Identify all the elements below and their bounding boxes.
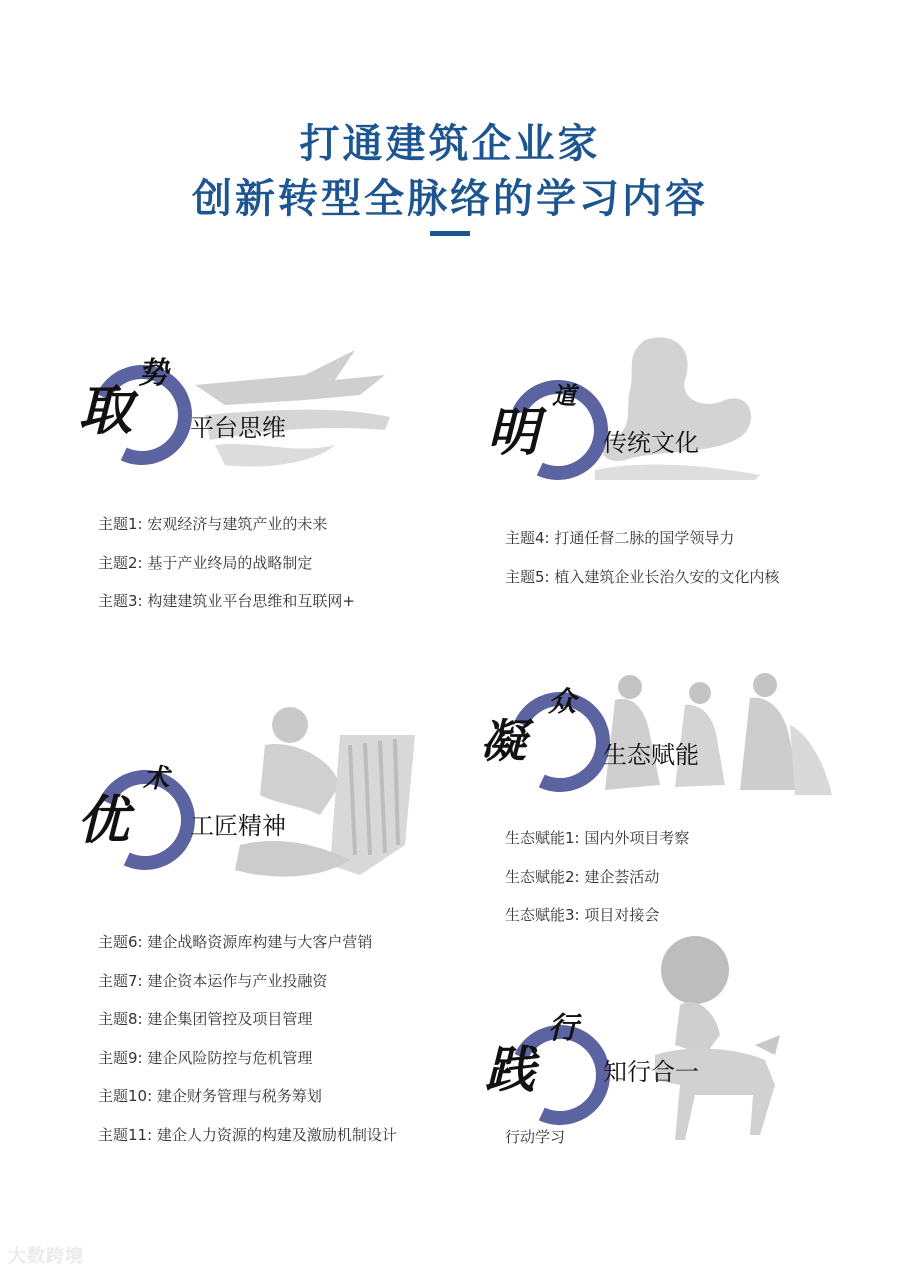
- jianxing-glyph-sub: 行: [548, 1011, 578, 1046]
- list-item: 主题7: 建企资本运作与产业投融资: [98, 971, 328, 990]
- list-item: 主题10: 建企财务管理与税务筹划: [98, 1087, 322, 1105]
- list-item: 主题4: 打通任督二脉的国学领导力: [505, 529, 735, 547]
- jianxing-glyph-main: 践: [485, 1040, 535, 1099]
- scholars-gathering-ink-art: [600, 665, 835, 800]
- ningzhong-glyph-sub: 众: [548, 685, 577, 718]
- ningzhong-topic-list: [505, 828, 689, 944]
- list-item: 主题8: 建企集团管控及项目管理: [98, 1010, 313, 1028]
- list-item: 主题5: 植入建筑企业长治久安的文化内核: [505, 567, 780, 586]
- list-item: 生态赋能3: 项目对接会: [505, 906, 660, 924]
- list-item: 主题9: 建企风险防控与危机管理: [98, 1048, 313, 1067]
- jianxing-heading: 知行合一: [603, 1058, 699, 1086]
- mingdao-topic-list: [505, 528, 779, 605]
- list-item: 主题6: 建企战略资源库构建与大客户营销: [98, 933, 373, 951]
- jianxing-note: 行动学习: [505, 1128, 566, 1146]
- craftsman-ink-art: [220, 695, 420, 885]
- youshu-glyph-sub: 术: [143, 764, 170, 794]
- page-title-line2: 创新转型全脉络的学习内容: [192, 176, 708, 222]
- qushi-glyph-main: 取: [78, 378, 132, 442]
- qushi-topic-list: [98, 514, 355, 630]
- list-item: 主题3: 构建建筑业平台思维和互联网+: [98, 592, 355, 610]
- qushi-heading: 平台思维: [190, 414, 286, 442]
- mingdao-heading: 传统文化: [603, 429, 699, 457]
- qushi-glyph-sub: 势: [138, 356, 168, 391]
- page-title-line1: 打通建筑企业家: [299, 121, 601, 167]
- list-item: 主题11: 建企人力资源的构建及激励机制设计: [98, 1125, 397, 1144]
- title-divider: [430, 231, 470, 236]
- mingdao-glyph-main: 明: [487, 402, 540, 463]
- youshu-glyph-main: 优: [77, 790, 130, 851]
- ningzhong-glyph-main: 凝: [480, 714, 526, 768]
- list-item: 主题2: 基于产业终局的战略制定: [98, 553, 313, 572]
- youshu-heading: 工匠精神: [190, 812, 286, 840]
- list-item: 生态赋能2: 建企荟活动: [505, 867, 660, 886]
- ningzhong-heading: 生态赋能: [603, 741, 699, 769]
- list-item: 主题1: 宏观经济与建筑产业的未来: [98, 515, 328, 533]
- rider-on-donkey-ink-art: [635, 935, 785, 1150]
- mingdao-glyph-sub: 道: [552, 381, 576, 410]
- youshu-topic-list: [98, 932, 397, 1163]
- watermark: 大数跨境: [8, 1246, 84, 1267]
- list-item: 生态赋能1: 国内外项目考察: [505, 829, 690, 847]
